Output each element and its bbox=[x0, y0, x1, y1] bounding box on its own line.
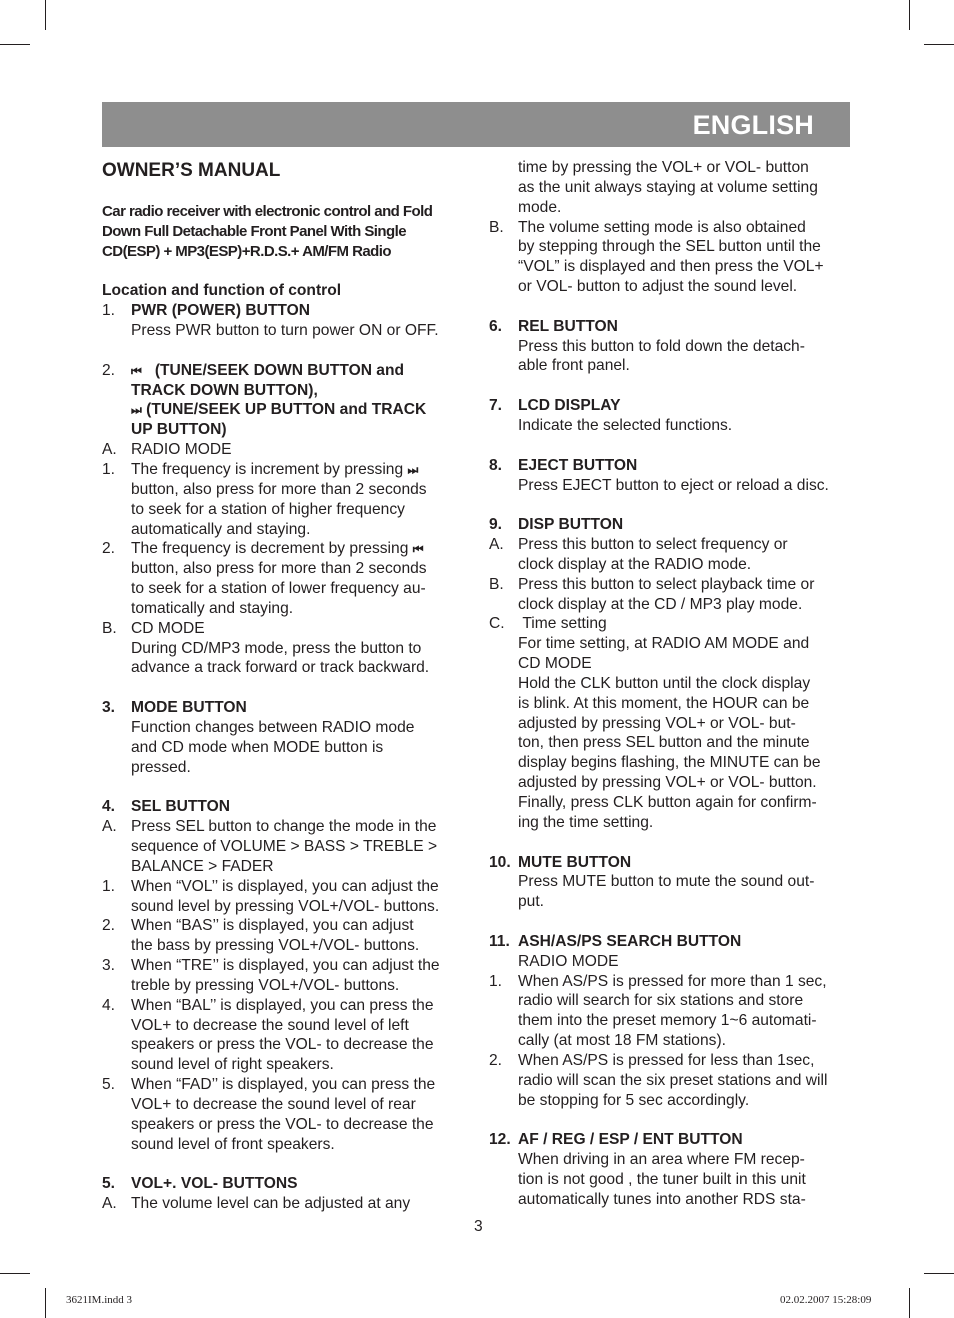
item-title: MUTE BUTTON bbox=[518, 853, 632, 871]
sub-label: A. bbox=[102, 1195, 117, 1213]
item-text: sound level of right speakers. bbox=[131, 1056, 334, 1074]
item-number: 11. bbox=[489, 932, 510, 950]
item-title: SEL BUTTON bbox=[131, 798, 231, 816]
item-text: speakers or press the VOL- to decrease the bbox=[131, 1036, 434, 1054]
sub-label: A. bbox=[102, 818, 117, 836]
item-title: (TUNE/SEEK UP BUTTON and TRACK bbox=[146, 401, 427, 419]
item-text: as the unit always staying at volume setting bbox=[518, 178, 818, 196]
item-number: 5. bbox=[102, 1175, 116, 1193]
subtitle-line: Car radio receiver with electronic control and Fold bbox=[102, 203, 433, 220]
item-text: automatically and staying. bbox=[131, 520, 311, 538]
item-number: 9. bbox=[489, 516, 503, 534]
item-text: pressed. bbox=[131, 758, 191, 776]
item-text: Press EJECT button to eject or reload a disc. bbox=[518, 476, 829, 494]
item-text: Press this button to select frequency or bbox=[518, 536, 788, 554]
item-text: “VOL” is displayed and then press the VOL+ bbox=[518, 258, 824, 276]
item-text: sequence of VOLUME > BASS > TREBLE > bbox=[131, 838, 438, 855]
item-text: ton, then press SEL button and the minute bbox=[518, 734, 810, 752]
item-text: VOL+ to decrease the sound level of left bbox=[131, 1016, 409, 1034]
right-column bbox=[489, 158, 854, 1210]
item-text: Press SEL button to change the mode in the bbox=[131, 818, 437, 836]
section-heading: Location and function of control bbox=[102, 282, 342, 300]
item-number: 2. bbox=[102, 361, 116, 379]
item-number: 6. bbox=[489, 317, 503, 335]
sub-label: A. bbox=[489, 536, 504, 554]
prev-track-icon: ⏮ bbox=[412, 542, 424, 557]
item-text: RADIO MODE bbox=[518, 952, 619, 970]
subtitle-line: Down Full Detachable Front Panel With Single bbox=[102, 222, 407, 240]
left-column bbox=[102, 160, 467, 1214]
sub-number: 2. bbox=[489, 1051, 503, 1069]
item-text: adjusted by pressing VOL+ or VOL- button. bbox=[518, 774, 817, 792]
item-text: When “BAS’’ is displayed, you can adjust bbox=[131, 917, 414, 935]
item-title: PWR (POWER) BUTTON bbox=[131, 302, 311, 320]
item-title: REL BUTTON bbox=[518, 317, 618, 335]
item-text: Indicate the selected functions. bbox=[518, 416, 733, 434]
item-text: to seek for a station of higher frequency bbox=[131, 500, 405, 518]
item-text: them into the preset memory 1~6 automati- bbox=[518, 1012, 817, 1030]
item-text: radio will scan the six preset stations and will bbox=[518, 1071, 828, 1089]
item-text: The frequency is decrement by pressing bbox=[131, 540, 409, 558]
item-text: put. bbox=[518, 893, 545, 911]
item-text: When AS/PS is pressed for less than 1sec, bbox=[518, 1051, 815, 1069]
item-text: time by pressing the VOL+ or VOL- button bbox=[518, 159, 809, 176]
item-text: The volume level can be adjusted at any bbox=[131, 1195, 411, 1213]
item-text: to seek for a station of lower frequency au- bbox=[131, 580, 426, 598]
item-title: (TUNE/SEEK DOWN BUTTON and bbox=[154, 361, 405, 379]
manual-title: OWNER’S MANUAL bbox=[102, 160, 281, 181]
sub-number: 1. bbox=[102, 877, 116, 895]
page-number: 3 bbox=[474, 1218, 483, 1235]
item-text: The volume setting mode is also obtained bbox=[518, 218, 806, 236]
sub-number: 2. bbox=[102, 917, 116, 935]
subtitle-line: CD(ESP) + MP3(ESP)+R.D.S.+ AM/FM Radio bbox=[102, 242, 392, 260]
item-text: CD MODE bbox=[518, 655, 592, 673]
crop-mark bbox=[45, 1288, 46, 1318]
date-slug: 02.02.2007 15:28:09 bbox=[780, 1294, 872, 1306]
item-text: button, also press for more than 2 seconds bbox=[131, 560, 427, 578]
item-text: Hold the CLK button until the clock display bbox=[518, 674, 811, 692]
item-text: When “BAL’’ is displayed, you can press the bbox=[131, 996, 434, 1014]
item-text: When “VOL’’ is displayed, you can adjust the bbox=[131, 877, 439, 895]
item-number: 12. bbox=[489, 1131, 511, 1149]
crop-mark bbox=[0, 44, 30, 45]
item-number: 4. bbox=[102, 798, 116, 816]
item-text: ing the time setting. bbox=[518, 813, 654, 831]
item-title: UP BUTTON) bbox=[131, 421, 227, 439]
item-text: When AS/PS is pressed for more than 1 sec, bbox=[518, 972, 827, 990]
item-number: 3. bbox=[102, 699, 116, 717]
item-text: mode. bbox=[518, 198, 562, 216]
item-text: RADIO MODE bbox=[131, 441, 232, 459]
item-title: TRACK DOWN BUTTON), bbox=[131, 381, 318, 399]
sub-number: 4. bbox=[102, 996, 116, 1014]
language-label: ENGLISH bbox=[692, 110, 814, 140]
file-slug: 3621IM.indd 3 bbox=[66, 1294, 132, 1306]
item-title: MODE BUTTON bbox=[131, 699, 247, 717]
item-text: sound level by pressing VOL+/VOL- buttons. bbox=[131, 897, 440, 915]
sub-label: C. bbox=[489, 615, 505, 633]
prev-track-icon: ⏮ bbox=[131, 363, 142, 378]
item-title: DISP BUTTON bbox=[518, 516, 624, 534]
item-title: AF / REG / ESP / ENT BUTTON bbox=[518, 1131, 743, 1149]
sub-label: B. bbox=[489, 575, 504, 593]
sub-number: 1. bbox=[102, 460, 116, 478]
item-number: 1. bbox=[102, 302, 116, 320]
item-text: and CD mode when MODE button is bbox=[131, 738, 384, 756]
item-text: Time setting bbox=[522, 615, 607, 633]
item-text: advance a track forward or track backward. bbox=[131, 659, 430, 677]
item-text: For time setting, at RADIO AM MODE and bbox=[518, 635, 810, 653]
item-text: sound level of front speakers. bbox=[131, 1135, 335, 1153]
item-text: When driving in an area where FM recep- bbox=[518, 1151, 805, 1169]
item-text: radio will search for six stations and store bbox=[518, 992, 804, 1010]
item-text: When “TRE’’ is displayed, you can adjust the bbox=[131, 957, 440, 975]
item-text: BALANCE > FADER bbox=[131, 857, 274, 875]
item-text: Press this button to fold down the detach- bbox=[518, 337, 805, 355]
item-title: LCD DISPLAY bbox=[518, 397, 621, 415]
item-title: VOL+. VOL- BUTTONS bbox=[131, 1175, 298, 1193]
item-text: automatically tunes into another RDS sta- bbox=[518, 1190, 806, 1208]
item-title: EJECT BUTTON bbox=[518, 456, 638, 474]
item-text: treble by pressing VOL+/VOL- buttons. bbox=[131, 976, 400, 994]
item-number: 8. bbox=[489, 456, 503, 474]
item-text: display begins flashing, the MINUTE can be bbox=[518, 754, 821, 772]
item-text: be stopping for 5 sec accordingly. bbox=[518, 1091, 750, 1109]
item-text: The frequency is increment by pressing bbox=[131, 460, 404, 478]
next-track-icon: ⏭ bbox=[407, 462, 419, 477]
item-text: tion is not good , the tuner built in this unit bbox=[518, 1171, 806, 1189]
next-track-icon: ⏭ bbox=[131, 403, 142, 418]
item-text: able front panel. bbox=[518, 357, 630, 375]
item-text: by stepping through the SEL button until the bbox=[518, 238, 821, 256]
item-text: Press this button to select playback time or bbox=[518, 575, 815, 593]
sub-number: 5. bbox=[102, 1076, 116, 1094]
item-text: adjusted by pressing VOL+ or VOL- but- bbox=[518, 714, 796, 732]
item-text: During CD/MP3 mode, press the button to bbox=[131, 639, 422, 657]
item-text: Finally, press CLK button again for confirm- bbox=[518, 794, 817, 811]
item-text: Press MUTE button to mute the sound out- bbox=[518, 873, 815, 891]
sub-label: B. bbox=[489, 218, 504, 236]
crop-mark bbox=[924, 44, 954, 45]
item-text: cally (at most 18 FM stations). bbox=[518, 1032, 726, 1050]
item-text: is blink. At this moment, the HOUR can be bbox=[518, 694, 810, 712]
item-text: When “FAD’’ is displayed, you can press the bbox=[131, 1076, 436, 1094]
item-text: tomatically and staying. bbox=[131, 599, 294, 617]
item-heading bbox=[102, 301, 467, 321]
item-text: VOL+ to decrease the sound level of rear bbox=[131, 1095, 416, 1113]
sub-number: 2. bbox=[102, 540, 116, 558]
item-text: clock display at the RADIO mode. bbox=[518, 555, 752, 573]
item-text: clock display at the CD / MP3 play mode. bbox=[518, 595, 803, 613]
sub-label: B. bbox=[102, 619, 117, 637]
sub-label: A. bbox=[102, 441, 117, 459]
item-heading bbox=[102, 361, 467, 381]
item-text: Function changes between RADIO mode bbox=[131, 718, 415, 736]
item-text: button, also press for more than 2 seconds bbox=[131, 480, 427, 498]
item-text: CD MODE bbox=[131, 619, 205, 637]
item-text: the bass by pressing VOL+/VOL- buttons. bbox=[131, 937, 420, 955]
language-header-bar bbox=[102, 102, 850, 147]
crop-mark bbox=[0, 1273, 30, 1274]
sub-number: 1. bbox=[489, 972, 503, 990]
crop-mark bbox=[909, 1288, 910, 1318]
item-number: 7. bbox=[489, 397, 503, 415]
item-number: 10. bbox=[489, 853, 511, 871]
crop-mark bbox=[909, 0, 910, 30]
item-text: or VOL- button to adjust the sound level. bbox=[518, 278, 798, 296]
item-text: speakers or press the VOL- to decrease the bbox=[131, 1115, 434, 1133]
item-text: Press PWR button to turn power ON or OFF. bbox=[131, 322, 439, 340]
crop-mark bbox=[924, 1273, 954, 1274]
sub-number: 3. bbox=[102, 957, 116, 975]
crop-mark bbox=[45, 0, 46, 30]
item-title: ASH/AS/PS SEARCH BUTTON bbox=[518, 932, 742, 950]
